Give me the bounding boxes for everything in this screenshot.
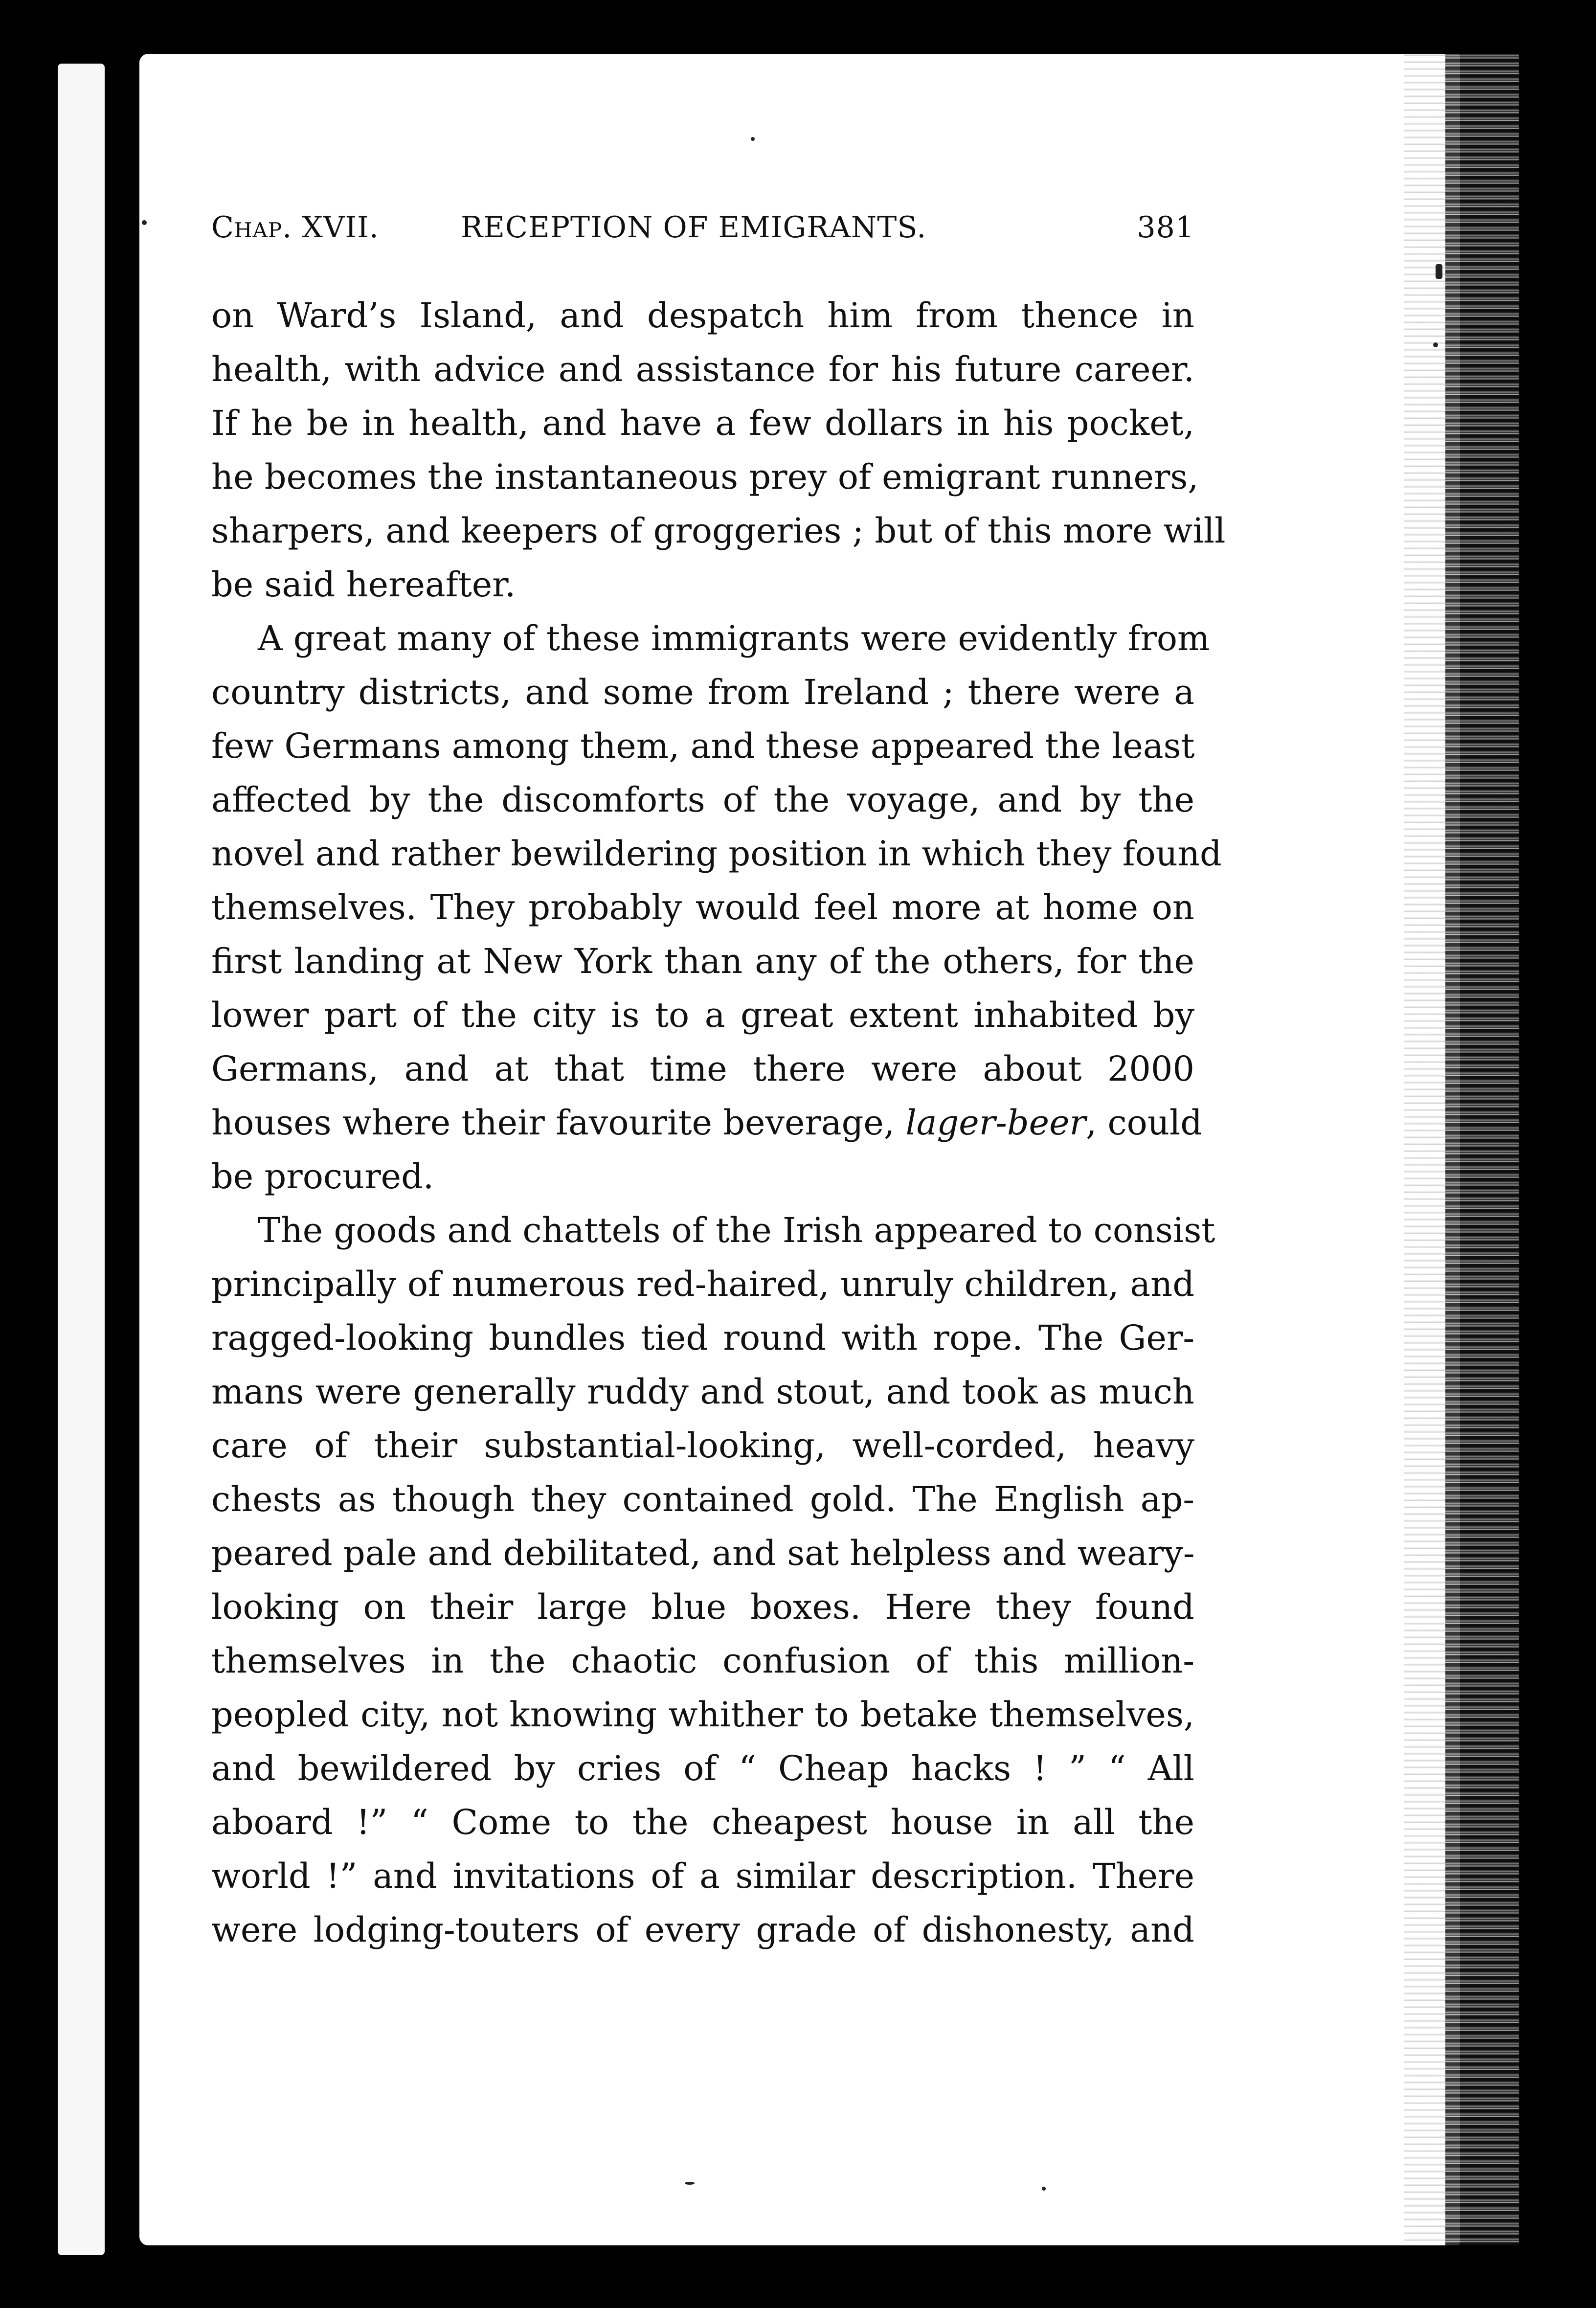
text-line: The goods and chattels of the Irish appeared to consist [258,1210,1215,1250]
italic-term: lager-beer [905,1103,1086,1143]
text-segment: houses where their favourite beverage, [211,1103,895,1143]
chapter-label: Chap. XVII. [211,210,379,245]
text-line: were lodging-touters of every grade of dishonesty, and [211,1910,1194,1950]
running-header [211,210,1194,264]
text-line: ragged-looking bundles tied round with rope. The Ger- [211,1318,1194,1358]
text-line: peopled city, not knowing whither to betake themselves, [211,1695,1194,1735]
text-line: on Ward’s Island, and despatch him from thence in [211,295,1194,336]
text-line: principally of numerous red-haired, unruly children, and [211,1264,1194,1304]
body-text [211,289,1226,1957]
text-line: mans were generally ruddy and stout, and took as much [211,1372,1194,1412]
text-line: few Germans among them, and these appeared the least [211,726,1195,766]
scan-speck [1042,2187,1046,2191]
scan-speck [685,2182,695,2185]
text-line: A great many of these immigrants were evidently from [258,618,1210,658]
book-gutter [1445,54,1519,2245]
text-line: be procured. [211,1156,434,1197]
text-line: lower part of the city is to a great extent inhabited by [211,995,1194,1035]
text-line: country districts, and some from Ireland ; there were a [211,672,1194,712]
text-line: aboard !” “ Come to the cheapest house in all the [211,1802,1194,1842]
text-line: health, with advice and assistance for his future career. [211,349,1194,389]
text-line: chests as though they contained gold. The English ap- [211,1479,1194,1519]
text-line: Germans, and at that time there were about 2000 [211,1049,1194,1089]
text-line: themselves in the chaotic confusion of this million- [211,1641,1194,1681]
text-line: sharpers, and keepers of groggeries ; but of this more will [211,511,1226,551]
text-line: peared pale and debilitated, and sat helpless and weary- [211,1533,1195,1573]
scan-speck [751,137,755,141]
text-line: he becomes the instantaneous prey of emigrant runners, [211,457,1199,497]
page-number: 381 [1137,210,1194,245]
text-line: world !” and invitations of a similar description. There [211,1856,1194,1896]
scan-speck [1433,342,1438,347]
scan-speck [142,220,147,225]
text-line: affected by the discomforts of the voyage, and by the [211,780,1194,820]
text-line: care of their substantial-looking, well-corded, heavy [211,1426,1194,1466]
text-line: novel and rather bewildering position in which they found [211,834,1222,874]
text-line: first landing at New York than any of the others, for the [211,941,1194,981]
text-line: If he be in health, and have a few dollars in his pocket, [211,403,1194,443]
text-segment: , could [1085,1103,1203,1143]
scan-speck [1436,264,1442,279]
text-line: themselves. They probably would feel more at home on [211,887,1194,928]
adjacent-page-edge [58,64,105,2255]
text-line [211,1096,1203,1150]
running-title: RECEPTION OF EMIGRANTS. [461,210,927,245]
text-line: and bewildered by cries of “ Cheap hacks ! ” “ All [211,1748,1194,1788]
text-line: looking on their large blue boxes. Here they found [211,1587,1194,1627]
page-edge-shadow [1404,54,1448,2245]
text-line: be said hereafter. [211,565,516,605]
